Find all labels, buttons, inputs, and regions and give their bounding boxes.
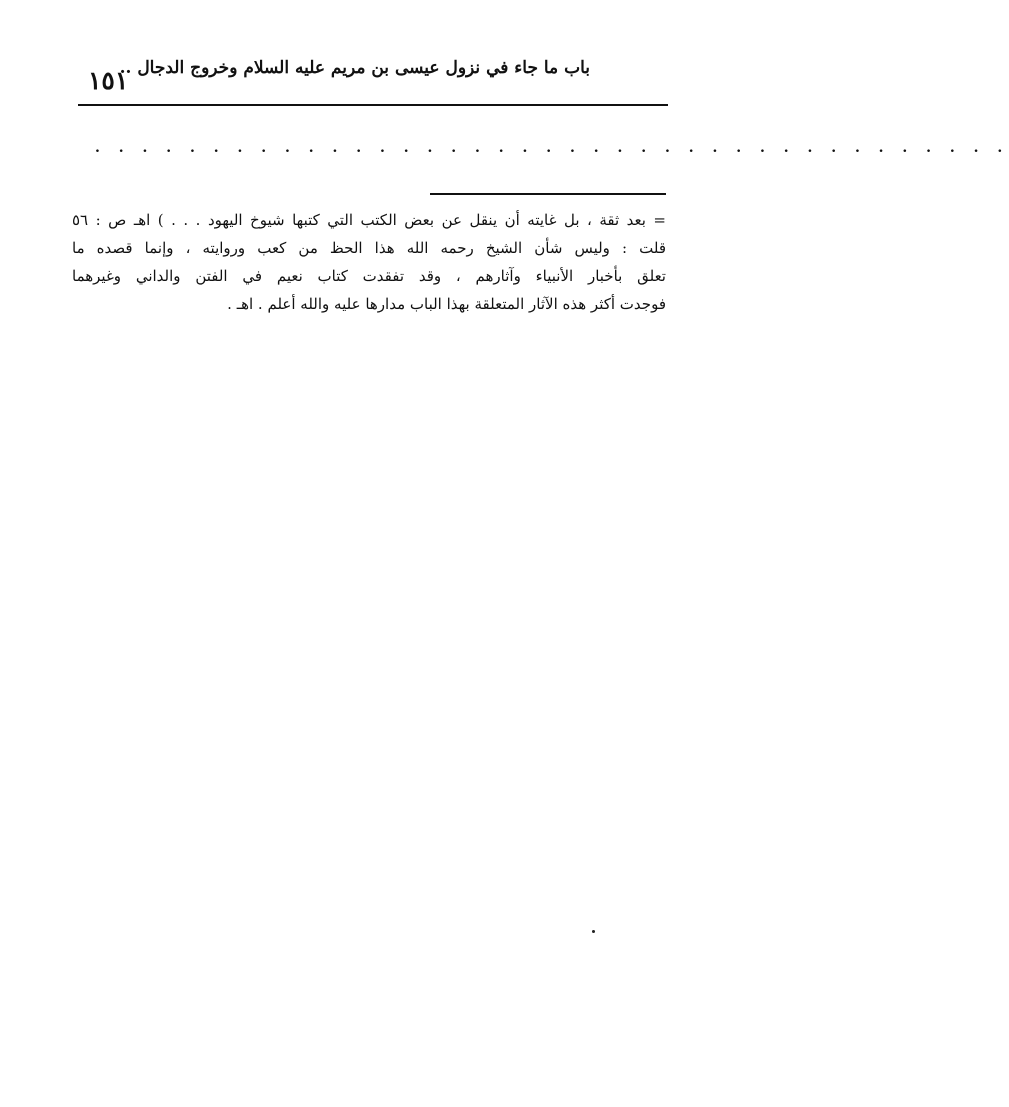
header-rule <box>78 104 668 106</box>
footnote-block <box>72 206 666 318</box>
footnote-line: فوجدت أكثر هذه الآثار المتعلقة بهذا الباب مدارها عليه والله أعلم . اهـ . <box>227 295 666 313</box>
running-header-title: باب ما جاء في نزول عيسى بن مريم عليه السلام وخروج الدجال .. <box>119 58 590 78</box>
footnote-line: قلت : وليس شأن الشيخ رحمه الله هذا الحظ من كعب وروايته ، وإنما قصده ما <box>72 239 666 257</box>
scan-speck <box>592 930 595 933</box>
footnote-line: تعلق بأخبار الأنبياء وآثارهم ، وقد تفقدت كتاب نعيم في الفتن والداني وغيرهما <box>72 267 666 285</box>
dotted-separator: . . . . . . . . . . . . . . . . . . . . . . . . . . . . . . . . . . . . . . . <box>95 140 1009 156</box>
footnote-line: = بعد ثقة ، بل غايته أن ينقل عن بعض الكتب التي كتبها شيوخ اليهود . . . ) اهـ ص : ٥٦ <box>72 211 666 229</box>
footnote-rule <box>430 193 666 195</box>
page-number: ١٥١ <box>88 66 129 95</box>
